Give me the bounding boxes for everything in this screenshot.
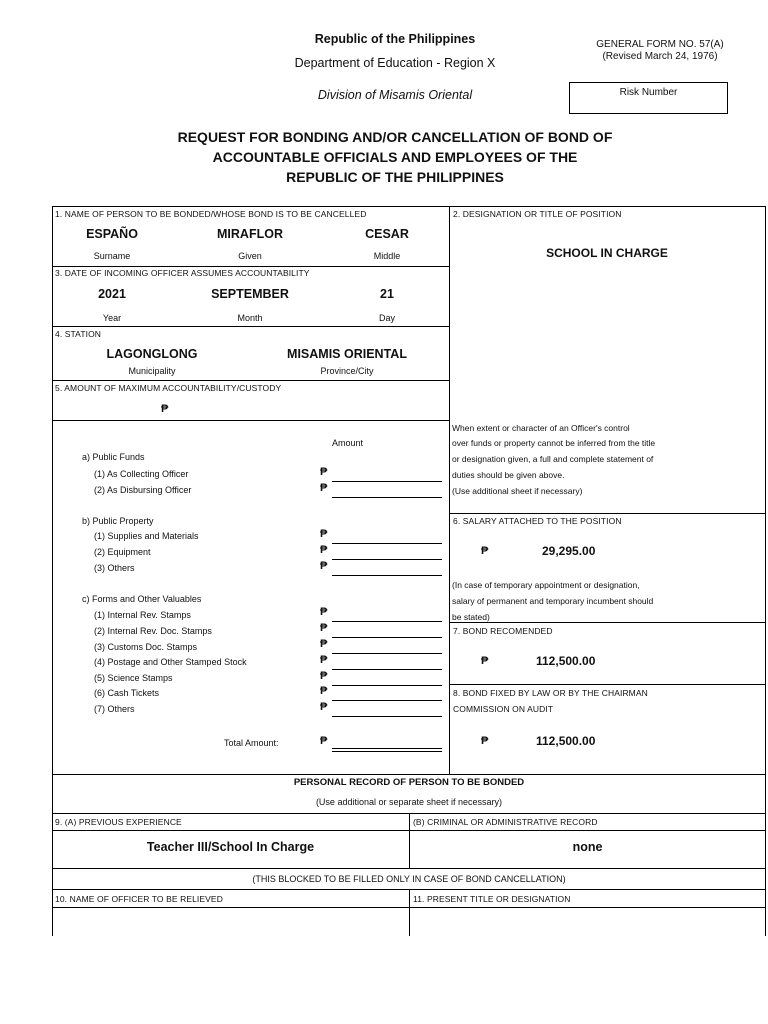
note-line1: When extent or character of an Officer's control <box>452 423 630 433</box>
municipality-value: LAGONGLONG <box>106 347 198 361</box>
form-number-text: GENERAL FORM NO. 57(A) <box>596 39 724 50</box>
peso-sign: ₱ <box>320 654 328 666</box>
row-line-4 <box>52 326 449 327</box>
table-left-border <box>52 206 53 936</box>
risk-number-box <box>569 82 728 114</box>
amount-line <box>332 716 442 717</box>
criminal-record-label: (B) CRIMINAL OR ADMINISTRATIVE RECORD <box>413 817 598 827</box>
year-label: Year <box>102 313 122 323</box>
surname-value: ESPAÑO <box>86 227 138 241</box>
amount-line <box>332 700 442 701</box>
amount-line <box>332 637 442 638</box>
form-title <box>100 127 690 187</box>
peso-sign: ₱ <box>320 466 328 478</box>
equipment-label: (2) Equipment <box>94 547 151 557</box>
present-title-label: 11. PRESENT TITLE OR DESIGNATION <box>413 894 571 904</box>
table-top-border <box>52 206 766 207</box>
disbursing-officer-label: (2) As Disbursing Officer <box>94 485 192 495</box>
surname-label: Surname <box>93 251 131 261</box>
year-value: 2021 <box>98 287 126 301</box>
science-label: (5) Science Stamps <box>94 673 173 683</box>
others-b-label: (3) Others <box>94 563 135 573</box>
peso-sign: ₱ <box>320 544 328 556</box>
total-line-bottom <box>332 751 442 752</box>
total-line-top <box>332 748 442 749</box>
salary-peso-sign: ₱ <box>481 545 489 557</box>
cancellation-note: (THIS BLOCKED TO BE FILLED ONLY IN CASE OF BOND CANCELLATION) <box>252 874 566 884</box>
personal-record-subtitle: (Use additional or separate sheet if necessary) <box>315 797 503 807</box>
form-title-line3: REPUBLIC OF THE PHILIPPINES <box>286 169 504 185</box>
division-heading: Division of Misamis Oriental <box>317 88 473 102</box>
form-revised-text: (Revised March 24, 1976) <box>602 51 718 62</box>
customs-label: (3) Customs Doc. Stamps <box>94 642 198 652</box>
table-center-divider <box>449 206 450 774</box>
sec5-label: 5. AMOUNT OF MAXIMUM ACCOUNTABILITY/CUSTODY <box>55 383 282 393</box>
peso-sign: ₱ <box>320 701 328 713</box>
internal-rev-doc-label: (2) Internal Rev. Doc. Stamps <box>94 626 212 636</box>
cash-tickets-label: (6) Cash Tickets <box>94 688 160 698</box>
amount-line <box>332 669 442 670</box>
peso-sign: ₱ <box>320 606 328 618</box>
salary-note3: be stated) <box>452 612 490 622</box>
internal-rev-label: (1) Internal Rev. Stamps <box>94 610 191 620</box>
bond-recommended-value: 112,500.00 <box>536 654 596 668</box>
peso-sign: ₱ <box>320 528 328 540</box>
row-line-5 <box>52 380 449 381</box>
amount-line <box>332 685 442 686</box>
total-amount-label: Total Amount: <box>224 738 279 748</box>
note-line3: or designation given, a full and complete statement of <box>452 454 654 464</box>
day-label: Day <box>378 313 395 323</box>
salary-value: 29,295.00 <box>542 544 596 558</box>
note-line2: over funds or property cannot be inferred from the title <box>452 438 656 448</box>
municipality-label: Municipality <box>128 366 176 376</box>
peso-sign: ₱ <box>320 670 328 682</box>
sec4-label: 4. STATION <box>55 329 102 339</box>
sec5-peso-sign: ₱ <box>161 403 169 415</box>
republic-heading: Republic of the Philippines <box>314 32 476 46</box>
sec1-label: 1. NAME OF PERSON TO BE BONDED/WHOSE BOND IS TO BE CANCELLED <box>55 209 367 219</box>
sec2-label: 2. DESIGNATION OR TITLE OF POSITION <box>453 209 622 219</box>
amount-header: Amount <box>332 438 364 448</box>
bond-fixed-value: 112,500.00 <box>536 734 596 748</box>
others-c-label: (7) Others <box>94 704 135 714</box>
supplies-label: (1) Supplies and Materials <box>94 531 199 541</box>
sec8-label-line2: COMMISSION ON AUDIT <box>453 704 554 714</box>
personal-record-title: PERSONAL RECORD OF PERSON TO BE BONDED <box>293 777 525 788</box>
forms-label: c) Forms and Other Valuables <box>82 594 202 604</box>
previous-experience-label: 9. (A) PREVIOUS EXPERIENCE <box>55 817 182 827</box>
given-value: MIRAFLOR <box>217 227 283 241</box>
officer-relieved-label: 10. NAME OF OFFICER TO BE RELIEVED <box>55 894 223 904</box>
note-line5: (Use additional sheet if necessary) <box>452 486 583 496</box>
bond-fixed-peso: ₱ <box>481 735 489 747</box>
given-label: Given <box>238 251 262 261</box>
peso-sign: ₱ <box>320 482 328 494</box>
public-property-label: b) Public Property <box>82 516 154 526</box>
row-line-3 <box>52 266 449 267</box>
previous-experience-value: Teacher III/School In Charge <box>146 840 315 854</box>
row-line-7 <box>449 622 765 623</box>
total-peso-sign: ₱ <box>320 735 328 747</box>
position-value: SCHOOL IN CHARGE <box>546 246 668 260</box>
risk-number-label: Risk Number <box>619 87 678 98</box>
form-number <box>580 39 740 63</box>
row-line-cancel <box>52 868 766 869</box>
amount-line <box>332 481 442 482</box>
peso-sign: ₱ <box>320 560 328 572</box>
sec8-label-line1: 8. BOND FIXED BY LAW OR BY THE CHAIRMAN <box>453 688 648 698</box>
public-funds-label: a) Public Funds <box>82 452 145 462</box>
middle-value: CESAR <box>365 227 409 241</box>
peso-sign: ₱ <box>320 622 328 634</box>
province-value: MISAMIS ORIENTAL <box>287 347 407 361</box>
amount-line <box>332 621 442 622</box>
department-heading: Department of Education - Region X <box>294 56 496 70</box>
sec3-label: 3. DATE OF INCOMING OFFICER ASSUMES ACCOUNTABILITY <box>55 268 310 278</box>
amount-line <box>332 575 442 576</box>
amount-line <box>332 653 442 654</box>
bond-recommended-peso: ₱ <box>481 655 489 667</box>
table-right-border <box>765 206 766 936</box>
middle-label: Middle <box>373 251 401 261</box>
salary-note2: salary of permanent and temporary incumbent should <box>452 596 654 606</box>
month-label: Month <box>237 313 263 323</box>
amount-line <box>332 543 442 544</box>
row-line-personal <box>52 774 766 775</box>
sec6-label: 6. SALARY ATTACHED TO THE POSITION <box>453 516 622 526</box>
row-line-6 <box>449 513 765 514</box>
form-title-line2: ACCOUNTABLE OFFICIALS AND EMPLOYEES OF THE <box>212 149 578 165</box>
province-label: Province/City <box>320 366 374 376</box>
note-line4: duties should be given above. <box>452 470 565 480</box>
sec7-label: 7. BOND RECOMENDED <box>453 626 553 636</box>
divider-10 <box>409 889 410 936</box>
day-value: 21 <box>380 287 394 301</box>
criminal-record-value: none <box>572 840 603 854</box>
amount-line <box>332 497 442 498</box>
row-line-amounts <box>52 420 449 421</box>
month-value: SEPTEMBER <box>211 287 289 301</box>
salary-note1: (In case of temporary appointment or designation, <box>452 580 640 590</box>
row-line-8 <box>449 684 765 685</box>
postage-label: (4) Postage and Other Stamped Stock <box>94 657 247 667</box>
form-title-line1: REQUEST FOR BONDING AND/OR CANCELLATION OF BOND OF <box>177 129 613 145</box>
peso-sign: ₱ <box>320 685 328 697</box>
peso-sign: ₱ <box>320 638 328 650</box>
amount-line <box>332 559 442 560</box>
collecting-officer-label: (1) As Collecting Officer <box>94 469 189 479</box>
